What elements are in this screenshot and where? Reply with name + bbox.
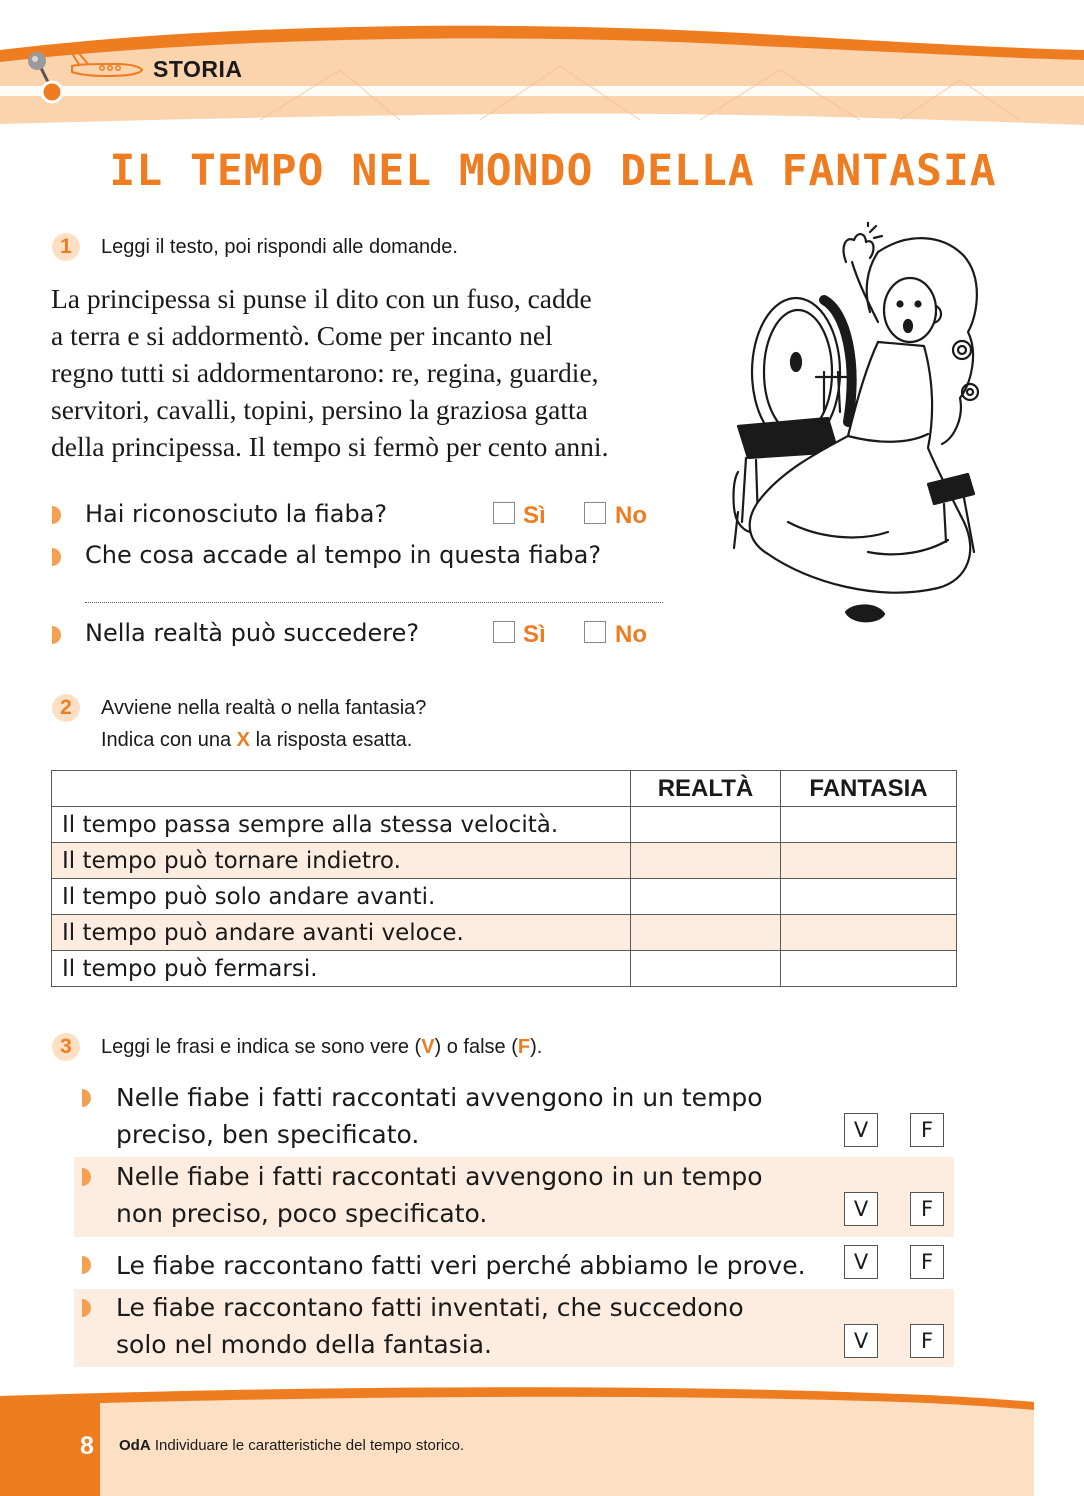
table-row — [52, 879, 957, 915]
table-row — [52, 951, 957, 987]
statement-cell: Il tempo passa sempre alla stessa velocità. — [52, 807, 631, 843]
instruction-text: ). — [530, 1036, 543, 1058]
v-letter: V — [421, 1036, 435, 1058]
option-no-label: No — [615, 621, 647, 648]
table-row — [52, 807, 957, 843]
f-letter: F — [517, 1036, 531, 1058]
question-fairy-tale: Hai riconosciuto la fiaba? — [85, 500, 388, 528]
tf-statement-line1: Nelle fiabe i fatti raccontati avvengono in un tempo — [116, 1083, 763, 1112]
passage-line: La principessa si punse il dito con un fuso, cadde — [51, 283, 592, 314]
statement-cell: Il tempo può fermarsi. — [52, 951, 631, 987]
tf-statement-line1: Nelle fiabe i fatti raccontati avvengono in un tempo — [116, 1162, 763, 1191]
reality-answer-cell[interactable] — [631, 843, 781, 879]
reality-answer-cell[interactable] — [631, 807, 781, 843]
page-title: IL TEMPO NEL MONDO DELLA FANTASIA — [109, 146, 997, 196]
exercise-1-number: 1 — [52, 233, 80, 261]
bullet-icon — [52, 506, 61, 524]
checkbox-yes-q3[interactable] — [493, 621, 515, 643]
reading-passage — [51, 280, 731, 465]
question-time-in-tale: Che cosa accade al tempo in questa fiaba? — [85, 541, 602, 569]
fantasy-answer-cell[interactable] — [781, 879, 957, 915]
option-no-label: No — [615, 502, 647, 529]
tf-statement-line2: non preciso, poco specificato. — [116, 1199, 488, 1228]
fantasy-answer-cell[interactable] — [781, 951, 957, 987]
reality-answer-cell[interactable] — [631, 951, 781, 987]
instruction-text: ) o false ( — [434, 1036, 518, 1058]
checkbox-no-q3[interactable] — [584, 621, 606, 643]
bullet-icon — [82, 1089, 91, 1107]
tf-statement-line1: Le fiabe raccontano fatti veri perché abbiamo le prove. — [116, 1251, 806, 1280]
option-yes-label: Sì — [523, 502, 546, 529]
exercise-3-number: 3 — [52, 1033, 80, 1061]
empty-header-cell — [52, 771, 631, 807]
passage-line: della principessa. Il tempo si fermò per cento anni. — [51, 431, 609, 462]
exercise-2-instruction-line1: Avviene nella realtà o nella fantasia? — [101, 697, 427, 719]
fantasy-answer-cell[interactable] — [781, 807, 957, 843]
oda-text: Individuare le caratteristiche del tempo storico. — [154, 1437, 465, 1454]
checkbox-yes-q1[interactable] — [493, 502, 515, 524]
passage-line: servitori, cavalli, topini, persino la graziosa gatta — [51, 394, 588, 425]
column-reality: REALTÀ — [631, 771, 781, 807]
airplane-icon — [66, 44, 146, 80]
column-fantasy: FANTASIA — [781, 771, 957, 807]
statement-cell: Il tempo può solo andare avanti. — [52, 879, 631, 915]
exercise-2-number: 2 — [52, 694, 80, 722]
tf-statement-line2: preciso, ben specificato. — [116, 1120, 420, 1149]
instruction-text: Indica con una — [101, 729, 232, 751]
false-box[interactable]: F — [910, 1245, 944, 1279]
subject-label: STORIA — [153, 56, 243, 82]
reality-fantasy-table — [51, 770, 957, 987]
fantasy-answer-cell[interactable] — [781, 843, 957, 879]
tf-statement-line1: Le fiabe raccontano fatti inventati, che succedono — [116, 1293, 744, 1322]
question-reality: Nella realtà può succedere? — [85, 619, 420, 647]
true-box[interactable]: V — [844, 1245, 878, 1279]
statement-cell: Il tempo può andare avanti veloce. — [52, 915, 631, 951]
tf-statement-line2: solo nel mondo della fantasia. — [116, 1330, 492, 1359]
bullet-icon — [52, 626, 61, 644]
princess-spinning-wheel-illustration — [728, 222, 990, 634]
table-header-row — [52, 771, 957, 807]
table-row — [52, 843, 957, 879]
false-box[interactable]: F — [910, 1113, 944, 1147]
fantasy-answer-cell[interactable] — [781, 915, 957, 951]
oda-label: OdA — [119, 1437, 151, 1454]
passage-line: a terra e si addormentò. Come per incanto nel — [51, 320, 553, 351]
learning-objective — [119, 1437, 464, 1454]
bullet-icon — [82, 1256, 91, 1274]
true-box[interactable]: V — [844, 1324, 878, 1358]
true-box[interactable]: V — [844, 1113, 878, 1147]
false-box[interactable]: F — [910, 1324, 944, 1358]
passage-line: regno tutti si addormentarono: re, regina, guardie, — [51, 357, 599, 388]
page-number: 8 — [80, 1432, 94, 1460]
table-row — [52, 915, 957, 951]
bullet-icon — [52, 548, 61, 566]
checkbox-no-q1[interactable] — [584, 502, 606, 524]
instruction-text: la risposta esatta. — [255, 729, 413, 751]
answer-line[interactable] — [85, 602, 663, 603]
exercise-3-instruction — [101, 1033, 542, 1061]
x-mark: X — [236, 729, 251, 751]
instruction-text: Leggi le frasi e indica se sono vere ( — [101, 1036, 422, 1058]
exercise-1-instruction: Leggi il testo, poi rispondi alle domande. — [101, 236, 458, 258]
option-yes-label: Sì — [523, 621, 546, 648]
reality-answer-cell[interactable] — [631, 879, 781, 915]
false-box[interactable]: F — [910, 1192, 944, 1226]
statement-cell: Il tempo può tornare indietro. — [52, 843, 631, 879]
exercise-2-instruction-line2 — [101, 726, 412, 754]
true-box[interactable]: V — [844, 1192, 878, 1226]
reality-answer-cell[interactable] — [631, 915, 781, 951]
